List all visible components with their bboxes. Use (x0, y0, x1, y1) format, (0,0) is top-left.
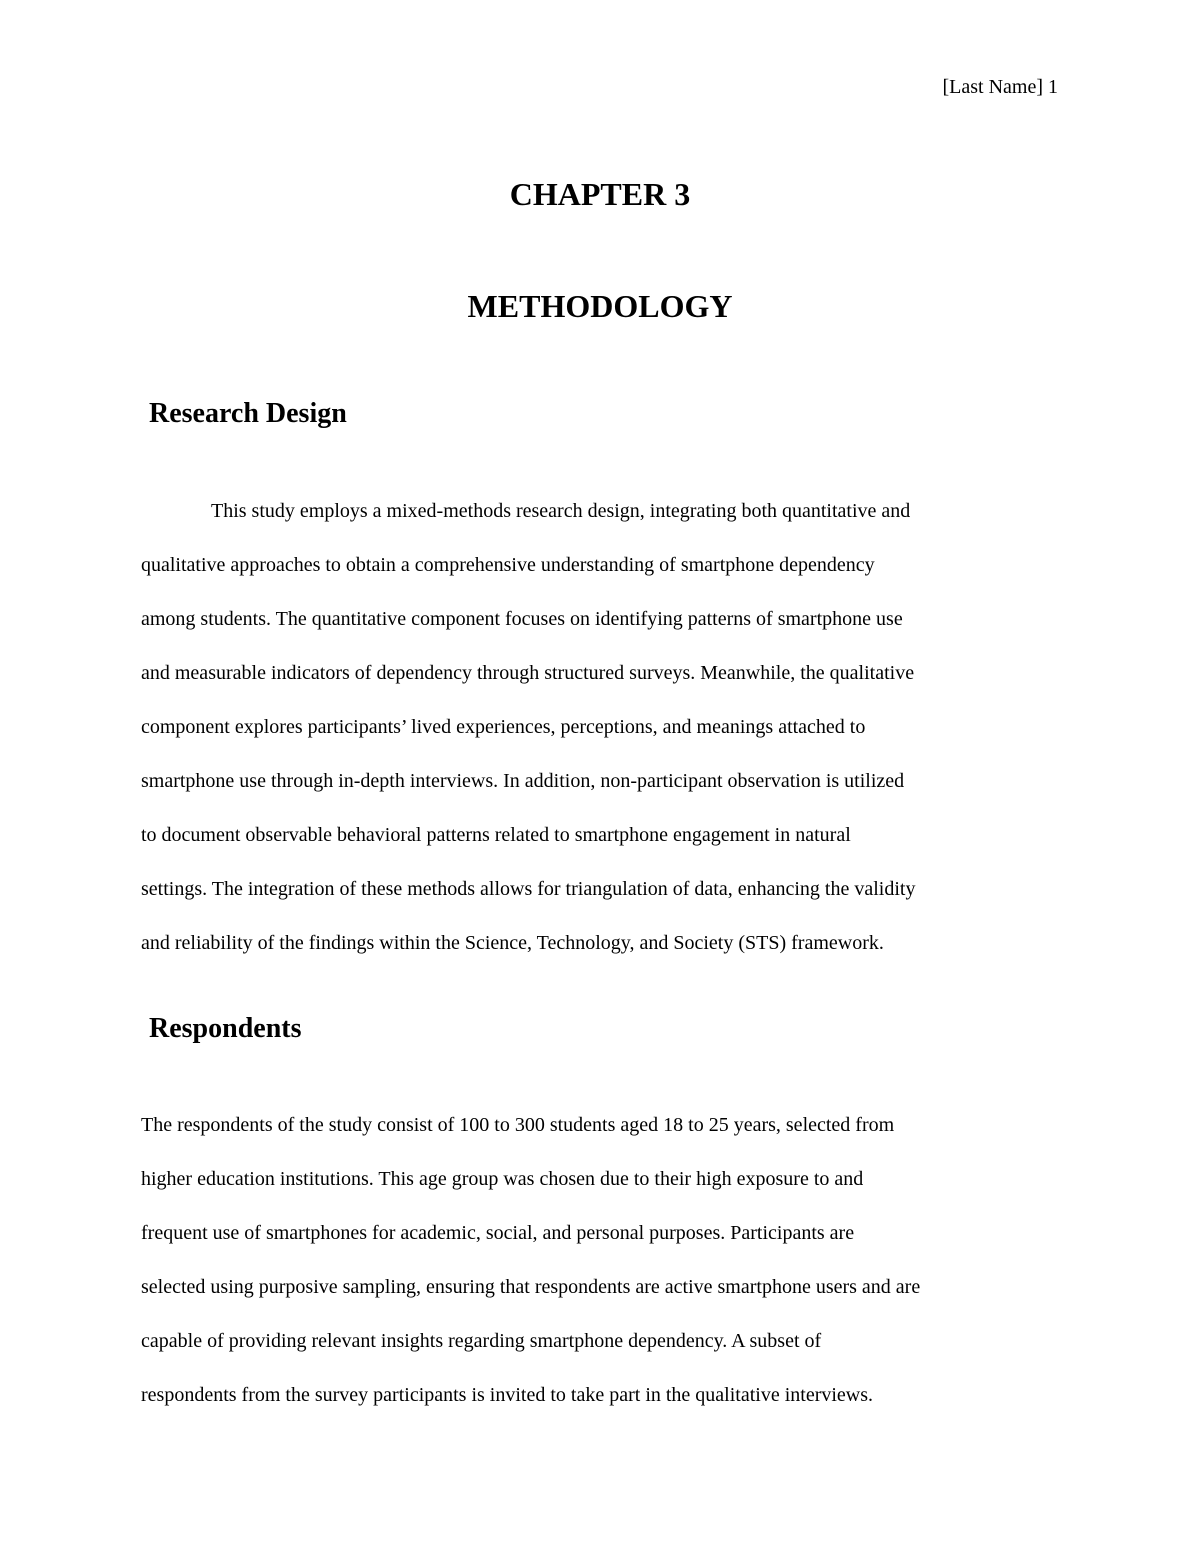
paragraph-line: component explores participants’ lived experiences, perceptions, and meanings attached to (141, 716, 866, 738)
chapter-title: CHAPTER 3 (509, 176, 691, 212)
paragraph-line: selected using purposive sampling, ensuring that respondents are active smartphone users and are (141, 1276, 921, 1298)
paragraph-line: to document observable behavioral patterns related to smartphone engagement in natural (141, 824, 851, 846)
paragraph-line: qualitative approaches to obtain a comprehensive understanding of smartphone dependency (141, 554, 875, 576)
respondents-heading: Respondents (149, 1013, 302, 1044)
paragraph-line: This study employs a mixed-methods research design, integrating both quantitative and (211, 500, 911, 522)
paragraph-line: higher education institutions. This age group was chosen due to their high exposure to and (141, 1168, 864, 1190)
paragraph-line: and measurable indicators of dependency through structured surveys. Meanwhile, the qualitative (141, 662, 915, 684)
paragraph-line: capable of providing relevant insights regarding smartphone dependency. A subset of (141, 1330, 822, 1352)
paragraph-line: frequent use of smartphones for academic, social, and personal purposes. Participants are (141, 1222, 855, 1244)
paragraph-line: smartphone use through in-depth interviews. In addition, non-participant observation is utilized (141, 770, 905, 792)
section-title: METHODOLOGY (467, 288, 733, 324)
paragraph-line: among students. The quantitative component focuses on identifying patterns of smartphone use (141, 608, 903, 630)
running-head: [Last Name] 1 (942, 76, 1058, 98)
paragraph-line: The respondents of the study consist of 100 to 300 students aged 18 to 25 years, selected from (141, 1114, 895, 1136)
research-design-heading: Research Design (149, 398, 347, 429)
paragraph-line: settings. The integration of these methods allows for triangulation of data, enhancing the validity (141, 878, 916, 900)
paragraph-line: and reliability of the findings within the Science, Technology, and Society (STS) framework. (141, 932, 884, 954)
paragraph-line: respondents from the survey participants is invited to take part in the qualitative interviews. (141, 1384, 874, 1406)
